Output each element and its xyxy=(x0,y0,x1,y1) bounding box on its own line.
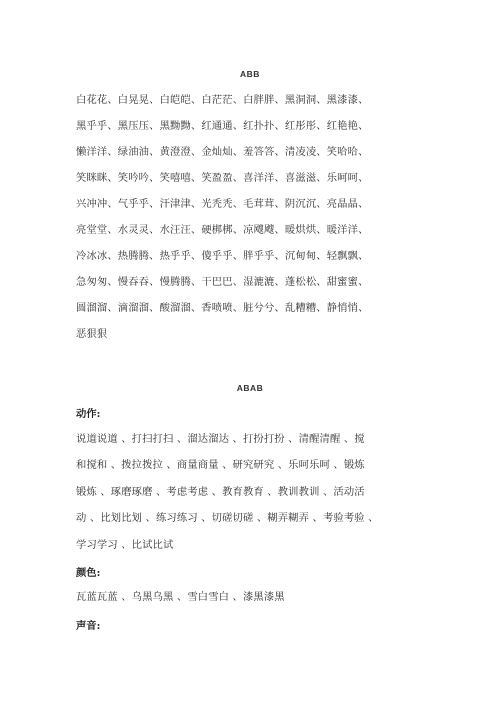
action-line: 说道说道 、打扫打扫 、溜达溜达 、打扮打扮 、清醒清醒 、搅 xyxy=(76,433,365,445)
section-title-abb: ABB xyxy=(240,69,260,79)
abb-line: 恶狠狠 xyxy=(76,328,108,340)
action-line: 学习学习 、比试比试 xyxy=(76,539,174,551)
subheading-sound: 声音: xyxy=(76,620,101,632)
abb-line: 笑眯眯、笑吟吟、笑嘻嘻、笑盈盈、喜洋洋、喜滋滋、乐呵呵、 xyxy=(76,172,369,184)
abb-line: 黑乎乎、黑压压、黑黝黝、红通通、红扑扑、红彤彤、红艳艳、 xyxy=(76,120,369,132)
action-line: 动 、比划比划 、练习练习 、切磋切磋 、糊弄糊弄 、考验考验 、 xyxy=(76,512,379,524)
action-line: 和搅和 、拨拉拨拉 、商量商量 、研究研究 、乐呵乐呵 、锻炼 xyxy=(76,459,365,471)
abb-line: 冷冰冰、热腾腾、热乎乎、傻乎乎、胖乎乎、沉甸甸、轻飘飘、 xyxy=(76,250,369,262)
abb-line: 白花花、白晃晃、白皑皑、白茫茫、白胖胖、黑洞洞、黑漆漆、 xyxy=(76,94,369,106)
abb-line: 懒洋洋、绿油油、黄澄澄、金灿灿、羞答答、清凌凌、笑哈哈、 xyxy=(76,146,369,158)
color-line: 瓦蓝瓦蓝 、乌黑乌黑 、雪白雪白 、漆黑漆黑 xyxy=(76,591,285,603)
abb-line: 亮堂堂、水灵灵、水汪汪、硬梆梆、凉飕飕、暖烘烘、暖洋洋、 xyxy=(76,224,369,236)
subheading-action: 动作: xyxy=(76,408,101,420)
abb-line: 兴冲冲、气乎乎、汗津津、光秃秃、毛茸茸、阴沉沉、亮晶晶、 xyxy=(76,198,369,210)
abb-line: 急匆匆、慢吞吞、慢腾腾、干巴巴、湿漉漉、蓬松松、甜蜜蜜、 xyxy=(76,276,369,288)
action-line: 锻炼 、琢磨琢磨 、考虑考虑 、教育教育 、教训教训 、活动活 xyxy=(76,486,365,498)
subheading-color: 颜色: xyxy=(76,567,101,579)
section-title-abab: ABAB xyxy=(236,383,264,393)
abb-line: 圆溜溜、滴溜溜、酸溜溜、香喷喷、脏兮兮、乱糟糟、静悄悄、 xyxy=(76,302,369,314)
